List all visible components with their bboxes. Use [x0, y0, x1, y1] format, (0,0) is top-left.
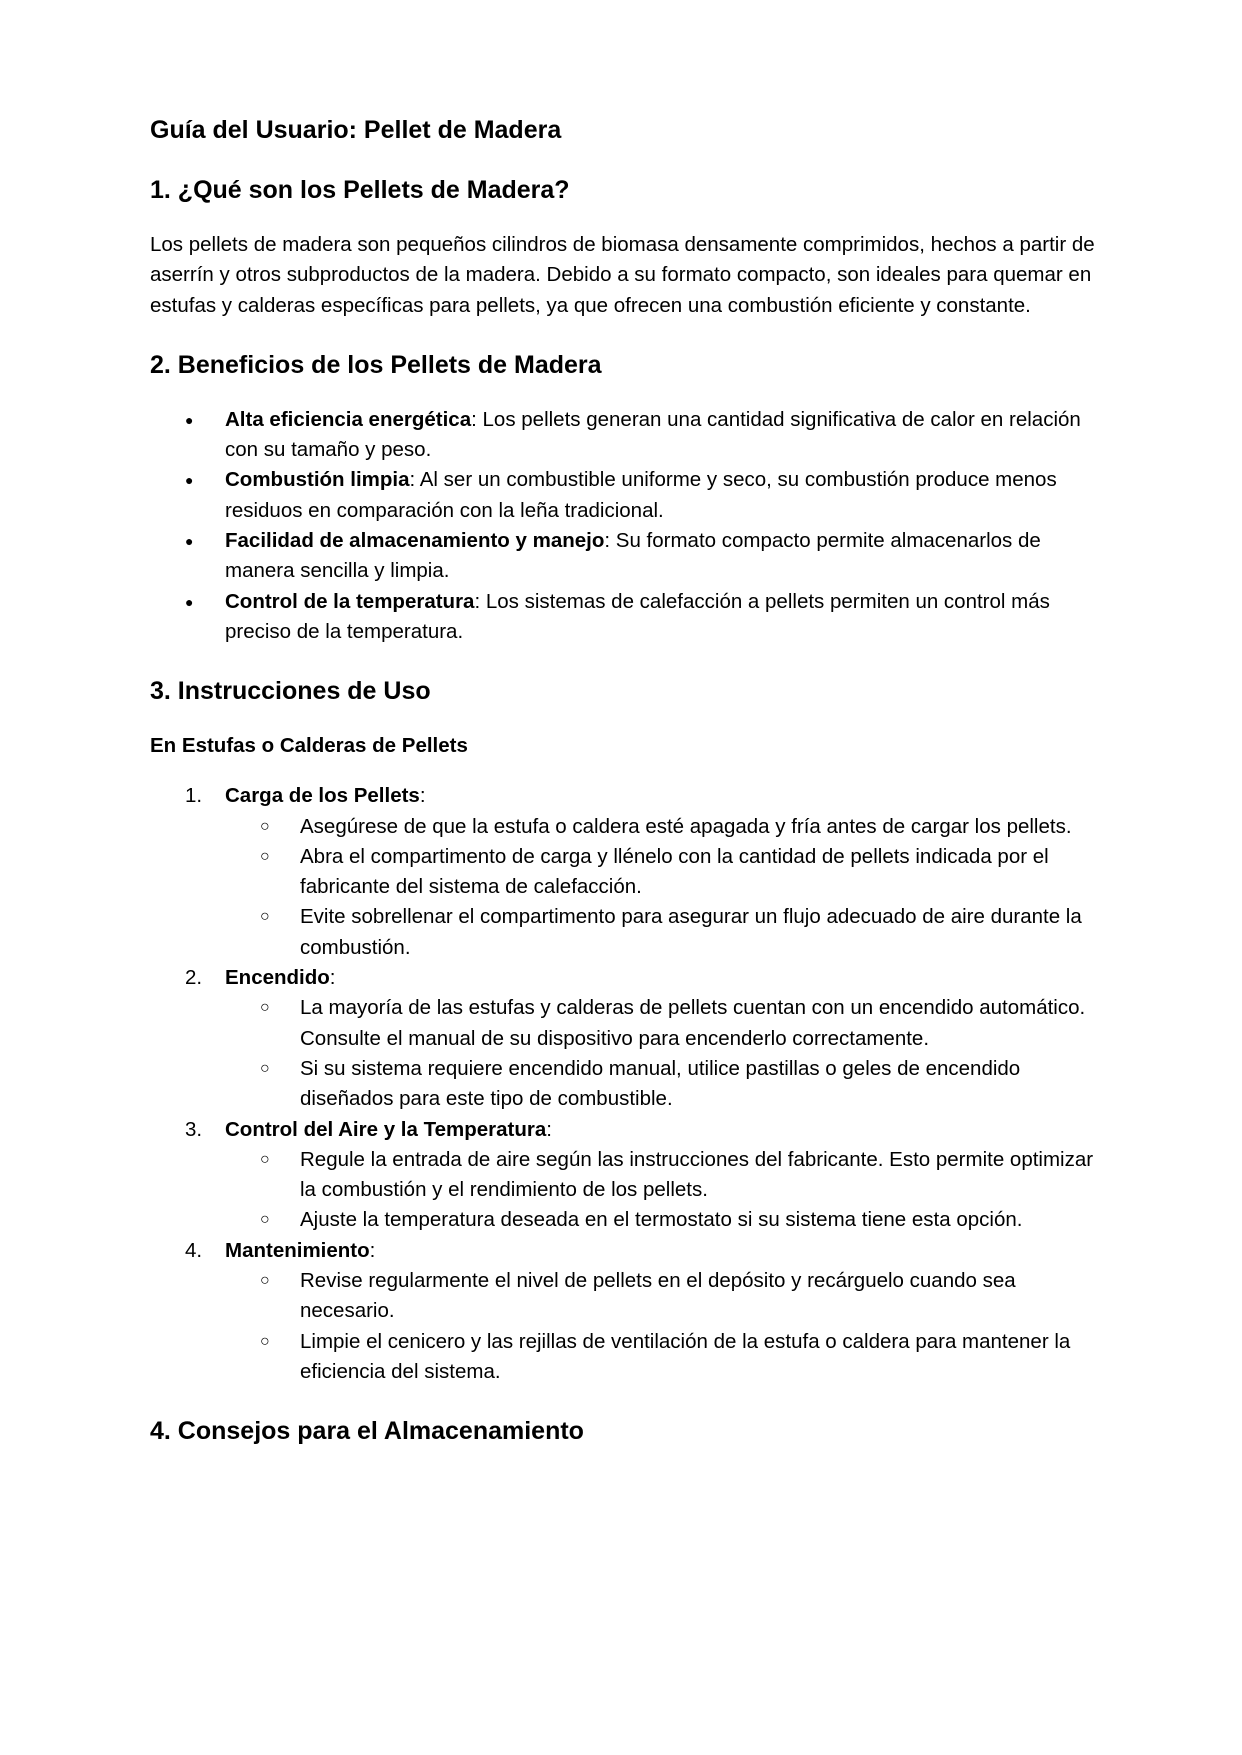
step-sublist	[150, 812, 1100, 963]
benefit-text: : Los sistemas de calefacción a pellets permiten un control más preciso de la temperatura.	[225, 589, 1050, 643]
step-subitem: ○ Revise regularmente el nivel de pellets en el depósito y recárguelo cuando sea necesario.	[225, 1266, 1100, 1327]
instructions-list	[150, 781, 1100, 1387]
step-title: Carga de los Pellets	[225, 784, 420, 808]
step-subitem: ○ Asegúrese de que la estufa o caldera esté apagada y fría antes de cargar los pellets.	[225, 812, 1100, 842]
step-item	[150, 963, 1100, 993]
benefit-text: : Al ser un combustible uniforme y seco, su combustión produce menos residuos en comparación con la leña tradicional.	[225, 468, 1057, 522]
section-3-subheading: En Estufas o Calderas de Pellets	[150, 734, 468, 758]
step-title: Encendido	[225, 966, 330, 990]
step-subitem: ○ Regule la entrada de aire según las instrucciones del fabricante. Esto permite optimizar la combustión y el rendimiento de los pellets.	[225, 1145, 1100, 1206]
step-title-suffix: :	[546, 1117, 552, 1141]
step-subitem: ○ Abra el compartimento de carga y llénelo con la cantidad de pellets indicada por el fabricante del sistema de calefacción.	[225, 842, 1100, 903]
step-sublist	[150, 1145, 1100, 1236]
benefits-list	[150, 405, 1100, 647]
step-title-suffix: :	[369, 1238, 376, 1262]
benefit-term: Facilidad de almacenamiento y manejo	[225, 529, 605, 553]
section-1-heading: 1. ¿Qué son los Pellets de Madera?	[150, 176, 570, 204]
section-1-paragraph: Los pellets de madera son pequeños cilindros de biomasa densamente comprimidos, hechos a partir de aserrín y otros subproductos de la madera. Debido a su formato compacto, son ideales para quemar en estufas y calderas específicas para pellets, ya que ofrecen una combustión eficiente y constante.	[150, 233, 1095, 317]
section-4-heading: 4. Consejos para el Almacenamiento	[150, 1417, 584, 1446]
section-2-heading: 2. Beneficios de los Pellets de Madera	[150, 350, 602, 379]
step-subitem: ○ Ajuste la temperatura deseada en el termostato si su sistema tiene esta opción.	[225, 1205, 1100, 1235]
step-title: Control del Aire y la Temperatura	[225, 1117, 547, 1141]
step-title-suffix: :	[419, 784, 426, 808]
benefit-item	[150, 465, 1100, 526]
step-subitem: ○ La mayoría de las estufas y calderas de pellets cuentan con un encendido automático. Consulte el manual de su dispositivo para encenderlo correctamente.	[225, 993, 1100, 1054]
step-number: 1.	[185, 784, 203, 808]
benefit-item	[150, 526, 1100, 587]
step-sublist	[150, 993, 1100, 1114]
step-item	[150, 1115, 1100, 1145]
step-number: 3.	[185, 1117, 203, 1141]
step-sublist	[150, 1266, 1100, 1387]
section-3-heading: 3. Instrucciones de Uso	[150, 677, 431, 706]
benefit-text: : Los pellets generan una cantidad significativa de calor en relación con su tamaño y peso.	[225, 407, 1081, 462]
step-subitems-container	[150, 1145, 1100, 1236]
document-title: Guía del Usuario: Pellet de Madera	[150, 116, 562, 144]
step-subitem: ○ Si su sistema requiere encendido manual, utilice pastillas o geles de encendido diseñados para este tipo de combustible.	[225, 1054, 1100, 1115]
benefit-text: : Su formato compacto permite almacenarlos de manera sencilla y limpia.	[225, 529, 1041, 583]
step-number: 4.	[185, 1238, 203, 1262]
step-subitem: ○ Limpie el cenicero y las rejillas de ventilación de la estufa o caldera para mantener la eficiencia del sistema.	[225, 1327, 1100, 1388]
benefit-item	[150, 405, 1100, 466]
benefit-term: Combustión limpia	[225, 468, 410, 492]
benefit-item	[150, 587, 1100, 648]
step-item	[150, 1236, 1100, 1266]
step-subitems-container	[150, 993, 1100, 1114]
document-page	[150, 110, 1100, 1451]
step-title: Mantenimiento	[225, 1238, 370, 1262]
step-item	[150, 781, 1100, 811]
step-subitem: ○ Evite sobrellenar el compartimento para asegurar un flujo adecuado de aire durante la combustión.	[225, 902, 1100, 963]
benefit-term: Control de la temperatura	[225, 589, 475, 613]
step-title-suffix: :	[329, 966, 336, 990]
step-number: 2.	[185, 966, 203, 990]
step-subitems-container	[150, 812, 1100, 963]
benefit-term: Alta eficiencia energética	[225, 407, 472, 431]
step-subitems-container	[150, 1266, 1100, 1387]
